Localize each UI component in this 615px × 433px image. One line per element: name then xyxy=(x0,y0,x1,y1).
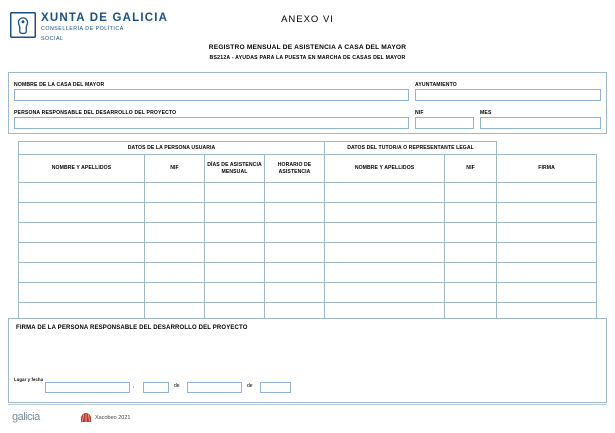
cell-nombre-tutor[interactable] xyxy=(325,283,445,303)
xacobeo-label: Xacobeo 2021 xyxy=(95,415,131,421)
cell-nombre-usuaria[interactable] xyxy=(19,183,145,203)
cell-dias[interactable] xyxy=(205,203,265,223)
comma-separator: , xyxy=(133,383,135,389)
col-firma: FIRMA xyxy=(497,155,597,183)
cell-nombre-usuaria[interactable] xyxy=(19,203,145,223)
cell-nif-tutor[interactable] xyxy=(445,243,497,263)
table-column-header-row xyxy=(19,155,597,183)
signature-section-title: FIRMA DE LA PERSONA RESPONSABLE DEL DESARROLLO DEL PROYECTO xyxy=(16,325,248,331)
cell-horario[interactable] xyxy=(265,283,325,303)
de-separator-1: de xyxy=(174,383,180,389)
group-header-empty xyxy=(497,142,597,155)
document-footer xyxy=(0,404,615,433)
group-header-tutor-legal: DATOS DEL TUTOR/A O REPRESENTANTE LEGAL xyxy=(325,142,497,155)
annex-label: ANEXO VI xyxy=(281,14,334,25)
input-dia[interactable] xyxy=(143,382,169,393)
document-header xyxy=(0,0,615,68)
group-header-persona-usuaria: DATOS DE LA PERSONA USUARIA xyxy=(19,142,325,155)
label-nif: NIF xyxy=(415,110,424,116)
cell-nif-usuaria[interactable] xyxy=(145,183,205,203)
table-row xyxy=(19,263,597,283)
cell-nif-tutor[interactable] xyxy=(445,263,497,283)
cell-horario[interactable] xyxy=(265,223,325,243)
label-ayuntamiento: AYUNTAMIENTO xyxy=(415,82,457,88)
table-body xyxy=(19,183,597,323)
input-anho[interactable] xyxy=(260,382,291,393)
org-name: XUNTA DE GALICIA xyxy=(41,12,169,24)
document-subtitle: BS212A - AYUDAS PARA LA PUESTA EN MARCHA DE CASAS DEL MAYOR xyxy=(209,55,406,61)
label-mes: MES xyxy=(480,110,492,116)
cell-firma[interactable] xyxy=(497,203,597,223)
cell-nombre-usuaria[interactable] xyxy=(19,283,145,303)
label-casa-del-mayor: NOMBRE DE LA CASA DEL MAYOR xyxy=(14,82,105,88)
cell-firma[interactable] xyxy=(497,263,597,283)
cell-nif-tutor[interactable] xyxy=(445,183,497,203)
cell-nif-usuaria[interactable] xyxy=(145,223,205,243)
galicia-logo: galicia xyxy=(12,411,40,423)
cell-nombre-tutor[interactable] xyxy=(325,203,445,223)
org-dept-line1: CONSELLERÍA DE POLÍTICA xyxy=(41,26,124,33)
cell-horario[interactable] xyxy=(265,243,325,263)
input-mes-firma[interactable] xyxy=(187,382,242,393)
col-nombre-apellidos-usuaria: NOMBRE Y APELLIDOS xyxy=(19,155,145,183)
org-dept-line2: SOCIAL xyxy=(41,36,64,42)
col-nombre-apellidos-tutor: NOMBRE Y APELLIDOS xyxy=(325,155,445,183)
xacobeo-badge xyxy=(80,412,130,424)
cell-firma[interactable] xyxy=(497,283,597,303)
xacobeo-shell-icon xyxy=(80,412,92,424)
cell-nif-usuaria[interactable] xyxy=(145,203,205,223)
cell-nombre-tutor[interactable] xyxy=(325,183,445,203)
cell-dias[interactable] xyxy=(205,223,265,243)
cell-firma[interactable] xyxy=(497,183,597,203)
cell-nif-tutor[interactable] xyxy=(445,203,497,223)
cell-nombre-usuaria[interactable] xyxy=(19,223,145,243)
table-row xyxy=(19,223,597,243)
cell-nombre-tutor[interactable] xyxy=(325,263,445,283)
cell-dias[interactable] xyxy=(205,243,265,263)
input-ayuntamiento[interactable] xyxy=(415,89,601,101)
input-lugar[interactable] xyxy=(45,382,130,393)
cell-dias[interactable] xyxy=(205,183,265,203)
cell-firma[interactable] xyxy=(497,243,597,263)
cell-nombre-usuaria[interactable] xyxy=(19,243,145,263)
table-row xyxy=(19,203,597,223)
de-separator-2: de xyxy=(247,383,253,389)
cell-horario[interactable] xyxy=(265,203,325,223)
col-nif-usuaria: NIF xyxy=(145,155,205,183)
document-title: REGISTRO MENSUAL DE ASISTENCIA A CASA DEL MAYOR xyxy=(208,44,407,51)
cell-nif-usuaria[interactable] xyxy=(145,243,205,263)
input-nif[interactable] xyxy=(415,117,474,129)
col-dias-asistencia: DÍAS DE ASISTENCIA MENSUAL xyxy=(205,155,265,183)
table-row xyxy=(19,183,597,203)
cell-nombre-usuaria[interactable] xyxy=(19,263,145,283)
cell-firma[interactable] xyxy=(497,223,597,243)
col-nif-tutor: NIF xyxy=(445,155,497,183)
label-lugar-y-fecha: Lugar y fecha xyxy=(14,377,44,382)
cell-nif-tutor[interactable] xyxy=(445,283,497,303)
cell-nombre-tutor[interactable] xyxy=(325,243,445,263)
table-group-header-row xyxy=(19,142,597,155)
col-horario-asistencia: HORARIO DE ASISTENCIA xyxy=(265,155,325,183)
input-mes[interactable] xyxy=(480,117,601,129)
table-row xyxy=(19,243,597,263)
cell-nif-usuaria[interactable] xyxy=(145,263,205,283)
attendance-table xyxy=(18,141,597,323)
input-casa-del-mayor[interactable] xyxy=(14,89,409,101)
cell-nif-usuaria[interactable] xyxy=(145,283,205,303)
cell-dias[interactable] xyxy=(205,263,265,283)
cell-nombre-tutor[interactable] xyxy=(325,223,445,243)
input-persona-responsable[interactable] xyxy=(14,117,409,129)
cell-dias[interactable] xyxy=(205,283,265,303)
cell-horario[interactable] xyxy=(265,263,325,283)
label-persona-responsable: PERSONA RESPONSABLE DEL DESARROLLO DEL PROYECTO xyxy=(14,110,177,116)
cell-horario[interactable] xyxy=(265,183,325,203)
footer-divider xyxy=(8,404,607,405)
cell-nif-tutor[interactable] xyxy=(445,223,497,243)
table-row xyxy=(19,283,597,303)
